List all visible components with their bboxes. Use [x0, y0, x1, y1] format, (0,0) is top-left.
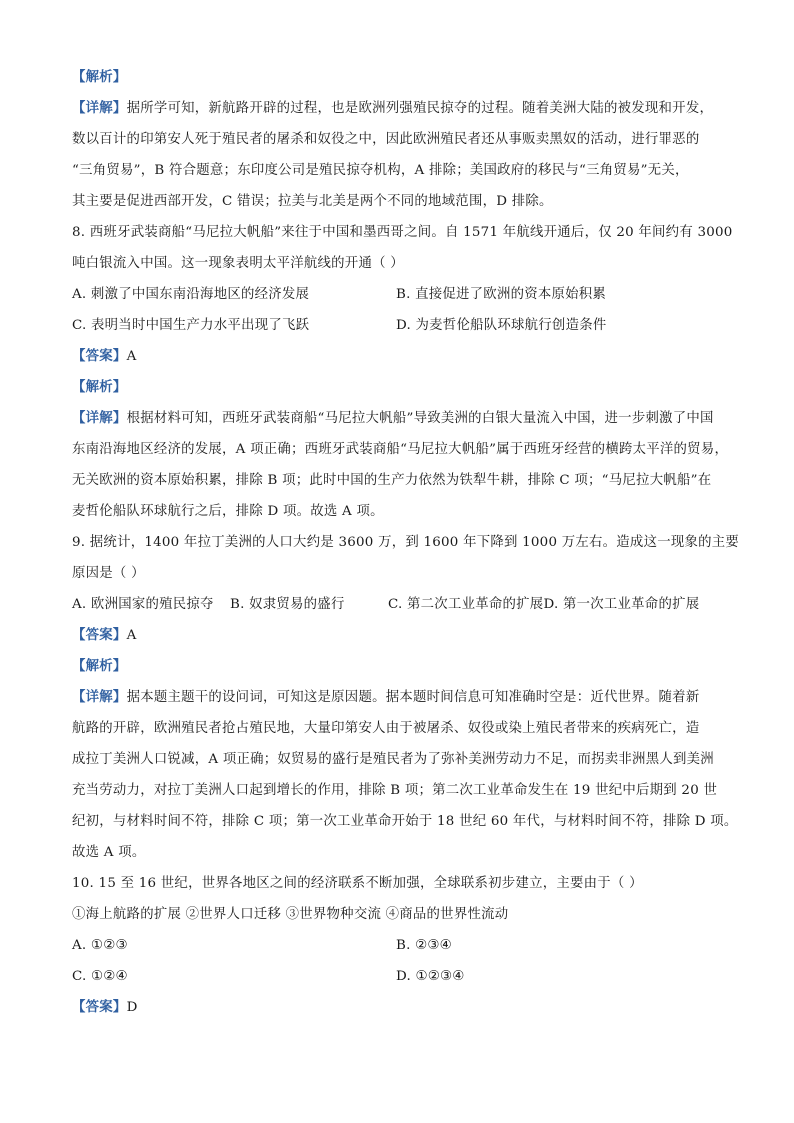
- answer-value: A: [126, 628, 137, 643]
- analysis-label-1: 【解析】: [72, 70, 127, 85]
- question-10-options-row: [72, 930, 727, 961]
- question-10-stem: 10. 15 至 16 世纪，世界各地区之间的经济联系不断加强，全球联系初步建立，主要由于（ ）: [72, 876, 643, 891]
- detail-paragraph-line: 数以百计的印第安人死于殖民者的屠杀和奴役之中，因此欧洲殖民者还从事贩卖黑奴的活动，进行罪恶的: [72, 132, 700, 147]
- detail-paragraph-line: 纪初，与材料时间不符，排除 C 项；第一次工业革命开始于 18 世纪 60 年代，与材料时间不符，排除 D 项。: [72, 814, 738, 829]
- option-d: D. 为麦哲伦船队环球航行创造条件: [396, 318, 607, 333]
- detail-label: 【详解】: [72, 690, 127, 705]
- detail-paragraph-line: 【详解】据所学可知，新航路开辟的过程，也是欧洲列强殖民掠夺的过程。随着美洲大陆的被发现和开发，: [72, 101, 714, 116]
- option-b: B. ②③④: [396, 938, 452, 953]
- detail-paragraph-line: 【详解】据本题主题干的设问词，可知这是原因题。据本题时间信息可知准确时空是：近代世界。随着新: [72, 690, 700, 705]
- answer-line: 【答案】D: [72, 1000, 138, 1015]
- question-10-options-row: [72, 961, 727, 992]
- analysis-label: 【解析】: [72, 380, 127, 395]
- question-8-options-row: [72, 279, 727, 310]
- detail-paragraph-line: 麦哲伦船队环球航行之后，排除 D 项。故选 A 项。: [72, 504, 384, 519]
- option-a: A. 欧洲国家的殖民掠夺: [72, 597, 214, 612]
- detail-paragraph-line: 充当劳动力，对拉丁美洲人口起到增长的作用，排除 B 项；第二次工业革命发生在 19 世纪中后期到 20 世: [72, 783, 718, 798]
- option-c: C. 第二次工业革命的扩展: [388, 597, 544, 612]
- question-9-stem: 原因是（ ）: [72, 566, 145, 581]
- detail-paragraph-line: 东南沿海地区经济的发展，A 项正确；西班牙武装商船“马尼拉大帆船”属于西班牙经营的横跨太平洋的贸易，: [72, 442, 729, 457]
- question-8-stem: 8. 西班牙武装商船“马尼拉大帆船”来往于中国和墨西哥之间。自 1571 年航线开通后，仅 20 年间约有 3000: [72, 225, 733, 240]
- document-page: [72, 62, 740, 1023]
- option-b: B. 直接促进了欧洲的资本原始积累: [396, 287, 607, 302]
- answer-line: 【答案】A: [72, 349, 137, 364]
- question-10-items: ①海上航路的扩展 ②世界人口迁移 ③世界物种交流 ④商品的世界性流动: [72, 907, 509, 922]
- detail-label: 【详解】: [72, 101, 127, 116]
- question-9-options-row: [72, 589, 727, 620]
- analysis-label: 【解析】: [72, 659, 127, 674]
- option-d: D. ①②③④: [396, 969, 465, 984]
- option-a: A. ①②③: [72, 938, 128, 953]
- detail-paragraph-line: 其主要是促进西部开发，C 错误；拉美与北美是两个不同的地域范围，D 排除。: [72, 194, 553, 209]
- detail-paragraph-line: 无关欧洲的资本原始积累，排除 B 项；此时中国的生产力依然为铁犁牛耕，排除 C 项；“马尼拉大帆船”在: [72, 473, 712, 488]
- question-8-options-row: [72, 310, 727, 341]
- detail-paragraph-line: “三角贸易”，B 符合题意；东印度公司是殖民掠夺机构，A 排除；美国政府的移民与“三角贸易”无关，: [72, 163, 689, 178]
- question-8-stem: 吨白银流入中国。这一现象表明太平洋航线的开通（ ）: [72, 256, 404, 271]
- detail-label: 【详解】: [72, 411, 127, 426]
- answer-value: D: [126, 1000, 138, 1015]
- answer-value: A: [126, 349, 137, 364]
- answer-line: 【答案】A: [72, 628, 137, 643]
- question-9-stem: 9. 据统计，1400 年拉丁美洲的人口大约是 3600 万，到 1600 年下降到 1000 万左右。造成这一现象的主要: [72, 535, 740, 550]
- option-a: A. 刺激了中国东南沿海地区的经济发展: [72, 287, 310, 302]
- option-c: C. ①②④: [72, 969, 128, 984]
- option-b: B. 奴隶贸易的盛行: [230, 597, 345, 612]
- detail-paragraph-line: 故选 A 项。: [72, 845, 146, 860]
- detail-paragraph-line: 航路的开辟，欧洲殖民者抢占殖民地，大量印第安人由于被屠杀、奴役或染上殖民者带来的疾病死亡，造: [72, 721, 700, 736]
- detail-paragraph-line: 【详解】根据材料可知，西班牙武装商船“马尼拉大帆船”导致美洲的白银大量流入中国，进一步刺激了中国: [72, 411, 714, 426]
- option-c: C. 表明当时中国生产力水平出现了飞跃: [72, 318, 310, 333]
- option-d: D. 第一次工业革命的扩展: [543, 597, 700, 612]
- detail-paragraph-line: 成拉丁美洲人口锐减，A 项正确；奴贸易的盛行是殖民者为了弥补美洲劳动力不足，而拐卖非洲黑人到美洲: [72, 752, 714, 767]
